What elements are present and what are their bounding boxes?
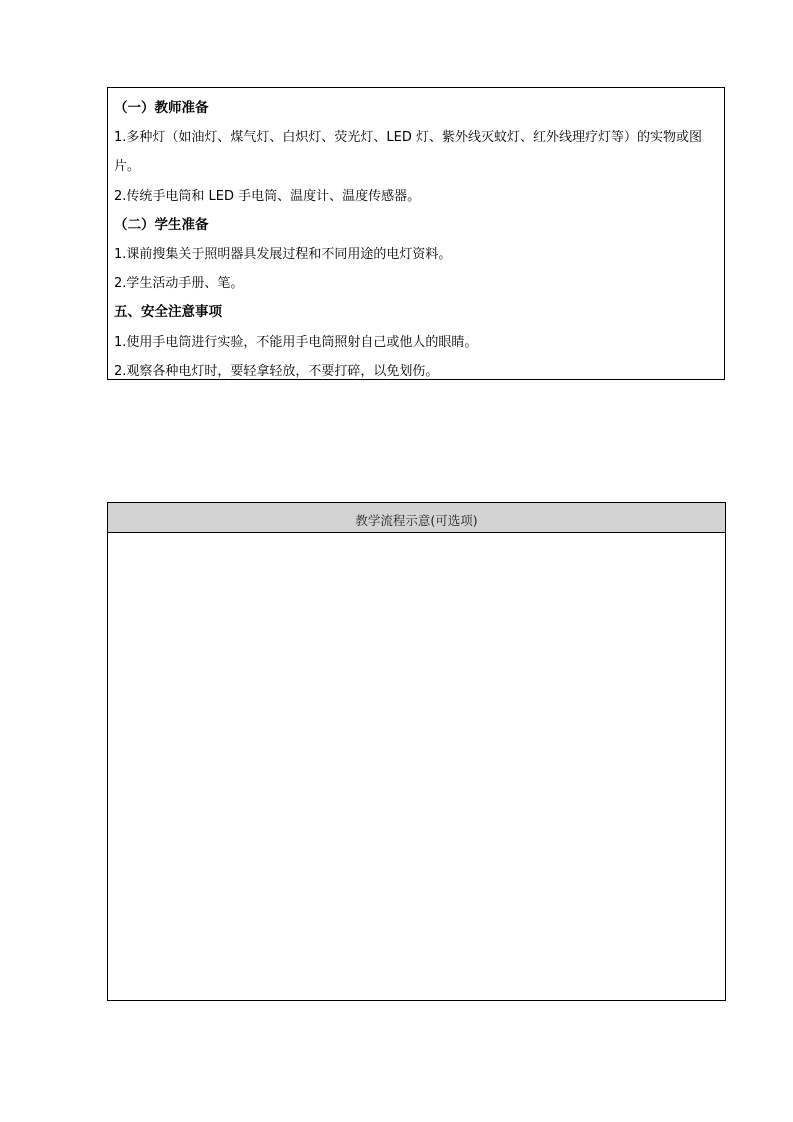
teacher-prep-item-2: 2.传统手电筒和 LED 手电筒、温度计、温度传感器。 [114,188,421,204]
student-prep-item-1: 1.课前搜集关于照明器具发展过程和不同用途的电灯资料。 [114,246,452,262]
preparation-box [107,87,725,380]
student-prep-item-2: 2.学生活动手册、笔。 [114,276,244,292]
teacher-prep-heading: （一）教师准备 [114,100,209,116]
safety-heading: 五、安全注意事项 [114,304,222,321]
safety-item-1: 1.使用手电筒进行实验，不能用手电筒照射自己或他人的眼睛。 [114,334,478,350]
teaching-flow-body [108,533,725,1000]
teaching-flow-box [107,502,726,1001]
teacher-prep-item-1: 1.多种灯（如油灯、煤气灯、白炽灯、荧光灯、LED 灯、紫外线灭蚊灯、红外线理疗灯等）的实物或图片。 [114,130,703,175]
safety-item-2: 2.观察各种电灯时，要轻拿轻放，不要打碎，以免划伤。 [114,363,439,379]
student-prep-heading: （二）学生准备 [114,216,209,233]
teaching-flow-header: 教学流程示意(可选项) [108,503,725,533]
